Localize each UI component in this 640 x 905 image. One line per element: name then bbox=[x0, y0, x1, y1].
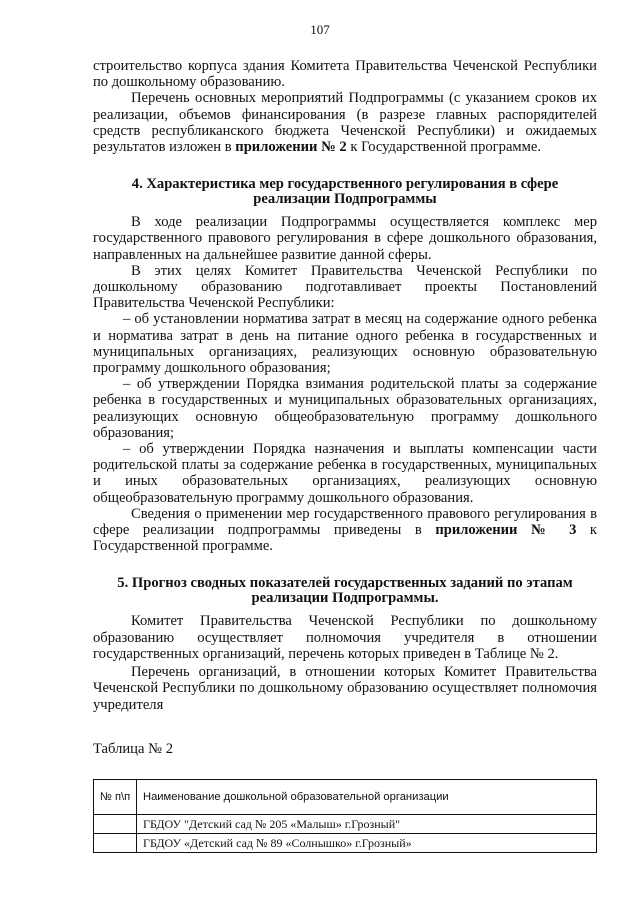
page-number: 107 bbox=[310, 22, 330, 37]
table-cell-num bbox=[94, 814, 137, 833]
paragraph-activities-tail: к Государственной программе. bbox=[346, 139, 542, 156]
paragraph-organizations-list: Перечень организаций, в отношении которых Комитет Правительства Чеченской Республики по дошкольному образованию осуществляет полномочия учредителя bbox=[93, 664, 597, 713]
table-row bbox=[94, 833, 597, 852]
table-cell-name: ГБДОУ «Детский сад № 89 «Солнышко» г.Грозный» bbox=[137, 833, 597, 852]
paragraph-activities-text: Перечень основных мероприятий Подпрограммы (с указанием сроков их реализации, объемов финансирования (в разрезе главных распорядителей средств республиканского бюджета Чеченской Республики) и ожидаемых результатов изложен в bbox=[93, 90, 597, 156]
paragraph-construction: строительство корпуса здания Комитета Правительства Чеченской Республики по дошкольному образованию. bbox=[93, 58, 597, 91]
appendix-2-ref: приложении № 2 bbox=[235, 139, 347, 156]
paragraph-regulation-info bbox=[93, 506, 597, 555]
section-5-heading-line2: реализации Подпрограммы. bbox=[251, 590, 439, 607]
list-item-parental-fee: – об утверждении Порядка взимания родительской платы за содержание ребенка в государственных и муниципальных образовательных организациях, реализующих основную общеобразовательную программу дошкольного образования; bbox=[93, 376, 597, 441]
table-header-row bbox=[94, 779, 597, 814]
list-item-compensation: – об утверждении Порядка назначения и выплаты компенсации части родительской платы за содержание ребенка в государственных, муниципальных и иных образовательных организациях, реализующих основную общеобразовательную программу дошкольного образования. bbox=[93, 441, 597, 506]
table-cell-num bbox=[94, 833, 137, 852]
paragraph-regulation-info-tail: к Государственной программе. bbox=[93, 522, 597, 555]
table-header-num: № п\п bbox=[94, 779, 137, 814]
table-caption: Таблица № 2 bbox=[93, 740, 173, 757]
section-5-heading bbox=[93, 576, 597, 606]
section-4-heading-line2: реализации Подпрограммы bbox=[253, 191, 437, 208]
paragraph-regulation-measures: В ходе реализации Подпрограммы осуществляется комплекс мер государственного правового регулирования в сфере дошкольного образования, направленных на дальнейшее развитие данной сферы. bbox=[93, 214, 597, 263]
list-item-cost-standard: – об установлении норматива затрат в месяц на содержание одного ребенка и норматива затрат в день на питание одного ребенка в государственных и муниципальных организациях, реализующих основную образовательную программу дошкольного образования; bbox=[93, 311, 597, 377]
organizations-table bbox=[93, 779, 597, 853]
paragraph-committee-drafts: В этих целях Комитет Правительства Чеченской Республики по дошкольному образованию подготавливает проекты Постановлений Правительства Чеченской Республики: bbox=[93, 262, 597, 312]
paragraph-founder-powers: Комитет Правительства Чеченской Республики по дошкольному образованию осуществляет полномочия учредителя в отношении государственных организаций, перечень которых приведен в Таблице № 2. bbox=[93, 613, 597, 662]
paragraph-regulation-info-text: Сведения о применении мер государственного правового регулирования в сфере реализации подпрограммы приведены в bbox=[93, 505, 597, 539]
table-header-name: Наименование дошкольной образовательной организации bbox=[137, 779, 597, 814]
section-4-heading bbox=[93, 177, 597, 207]
appendix-3-ref: приложении № 3 bbox=[435, 522, 577, 539]
document-body bbox=[93, 58, 597, 853]
table-cell-name: ГБДОУ "Детский сад № 205 «Малыш» г.Грозный" bbox=[137, 814, 597, 833]
section-5-heading-line1: 5. Прогноз сводных показателей государственных заданий по этапам bbox=[117, 575, 573, 592]
section-4-heading-line1: 4. Характеристика мер государственного регулирования в сфере bbox=[131, 176, 559, 193]
table-row bbox=[94, 814, 597, 833]
paragraph-activities-list bbox=[93, 90, 597, 155]
